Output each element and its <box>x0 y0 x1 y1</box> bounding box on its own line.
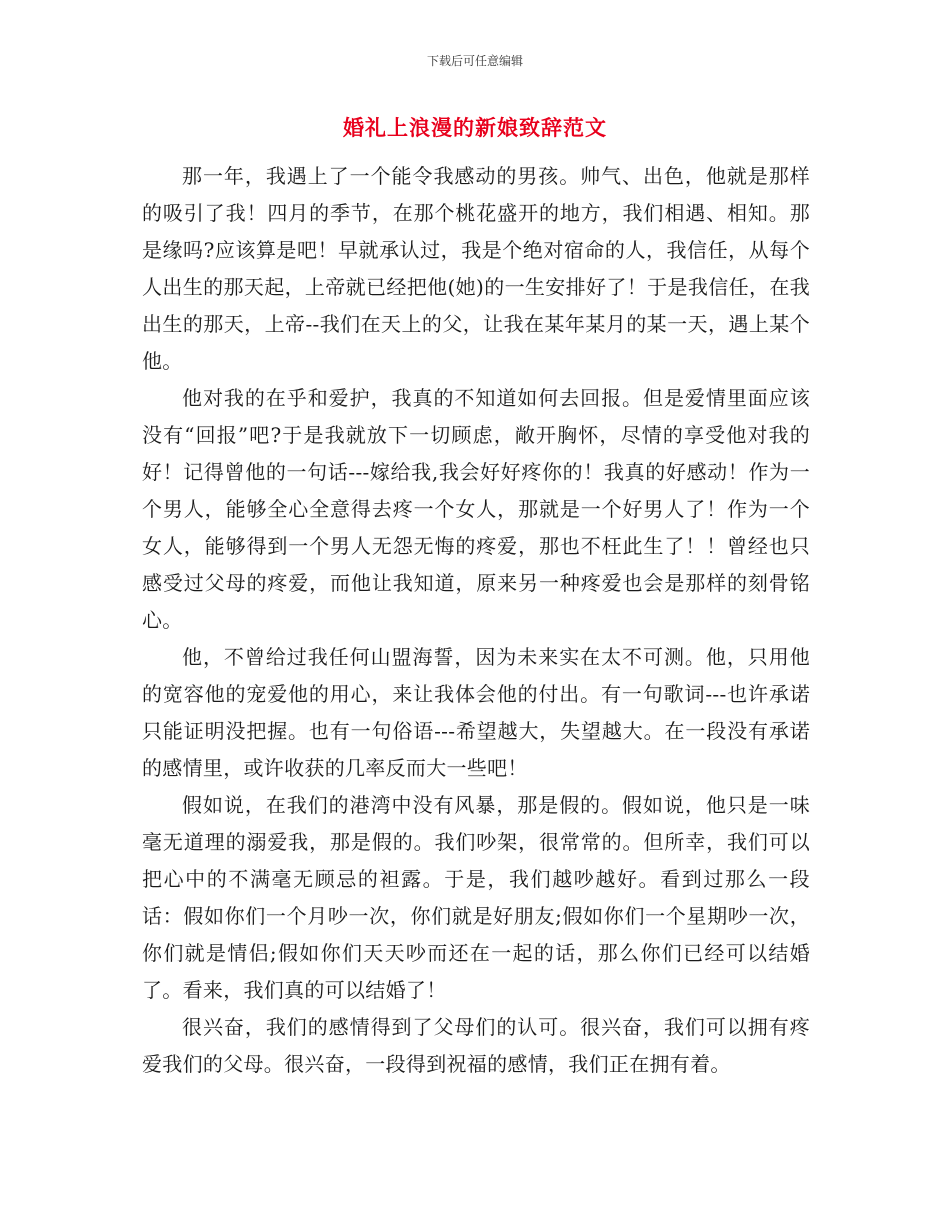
paragraph-3: 他，不曾给过我任何山盟海誓，因为未来实在太不可测。他，只用他的宽容他的宠爱他的用心，来让我体会他的付出。有一句歌词---也许承诺只能证明没把握。也有一句俗语---希望越大，失望越大。在一段没有承诺的感情里，或许收获的几率反而大一些吧！ <box>142 645 810 780</box>
paragraph-2: 他对我的在乎和爱护，我真的不知道如何去回报。但是爱情里面应该没有“回报”吧?于是我就放下一切顾虑，敞开胸怀，尽情的享受他对我的好！记得曾他的一句话---嫁给我,我会好好疼你的！我真的好感动！作为一个男人，能够全心全意得去疼一个女人，那就是一个好男人了！作为一个女人，能够得到一个男人无怨无悔的疼爱，那也不枉此生了！！曾经也只感受过父母的疼爱，而他让我知道，原来另一种疼爱也会是那样的刻骨铭心。 <box>142 386 810 632</box>
paragraph-5: 很兴奋，我们的感情得到了父母们的认可。很兴奋，我们可以拥有疼爱我们的父母。很兴奋，一段得到祝福的感情，我们正在拥有着。 <box>142 1015 810 1076</box>
page-header: 下载后可任意编辑 <box>426 54 523 68</box>
document-title: 婚礼上浪漫的新娘致辞范文 <box>343 115 607 140</box>
paragraph-4: 假如说，在我们的港湾中没有风暴，那是假的。假如说，他只是一味毫无道理的溺爱我，那是假的。我们吵架，很常常的。但所幸，我们可以把心中的不满毫无顾忌的袒露。于是，我们越吵越好。看到过那么一段话：假如你们一个月吵一次，你们就是好朋友;假如你们一个星期吵一次，你们就是情侣;假如你们天天吵而还在一起的话，那么你们已经可以结婚了。看来，我们真的可以结婚了！ <box>142 793 810 1002</box>
paragraph-1: 那一年，我遇上了一个能令我感动的男孩。帅气、出色，他就是那样的吸引了我！四月的季节，在那个桃花盛开的地方，我们相遇、相知。那是缘吗?应该算是吧！早就承认过，我是个绝对宿命的人，我信任，从每个人出生的那天起，上帝就已经把他(她)的一生安排好了！于是我信任，在我出生的那天，上帝--我们在天上的父，让我在某年某月的某一天，遇上某个他。 <box>142 164 810 373</box>
document-body <box>142 158 810 1083</box>
